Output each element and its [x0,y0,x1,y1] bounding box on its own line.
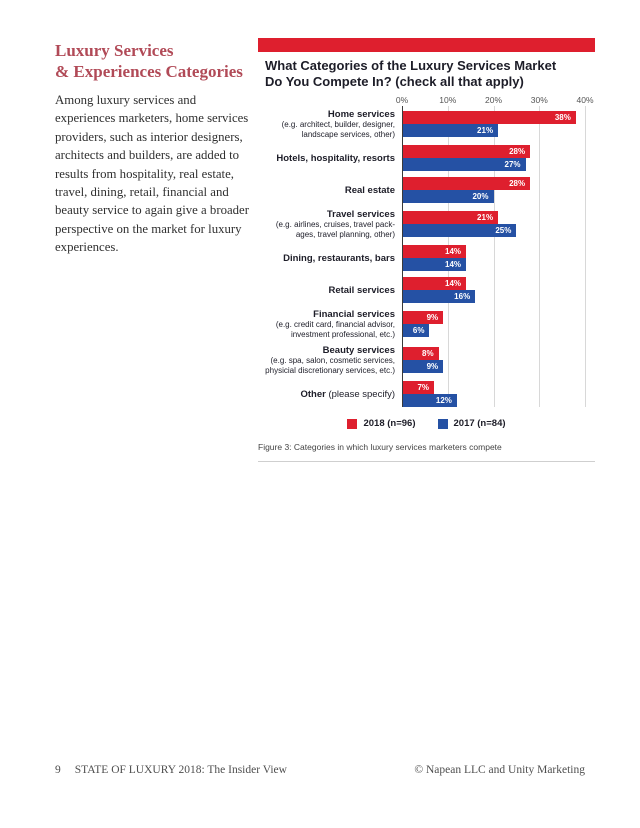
bar-value-label: 25% [495,226,512,235]
x-axis-tick-label: 10% [439,95,457,105]
bar-2017 [402,158,526,171]
figure [258,38,595,462]
chart-row [258,309,595,339]
category-name: Dining, restaurants, bars [283,252,395,264]
chart-row [258,109,595,139]
section-heading-line2: & Experiences Categories [55,62,243,81]
category-name: Hotels, hospitality, resorts [276,152,395,164]
legend-item [347,418,415,429]
bar-value-label: 12% [435,396,452,405]
category-name: Financial services [313,309,395,320]
section-heading [55,40,251,82]
x-axis [258,95,595,106]
bar-2018 [402,277,466,290]
x-axis-tick-label: 30% [530,95,548,105]
bar-2018 [402,111,576,124]
page-footer [55,764,585,776]
category-subtext: (e.g. airlines, cruises, travel pack- [275,220,395,229]
bar-value-label: 9% [426,313,439,322]
bar-value-label: 14% [445,260,462,269]
bar-value-label: 28% [509,147,526,156]
category-name: Other (please specify) [300,388,395,400]
bar-value-label: 14% [445,247,462,256]
bar-2018 [402,245,466,258]
bar-value-label: 20% [472,192,489,201]
chart-title [258,58,595,90]
category-label [258,277,402,303]
page-number: 9 [55,764,61,776]
bar-value-label: 38% [554,113,571,122]
bar-value-label: 6% [412,326,425,335]
legend-item [438,418,506,429]
bar-group [402,381,595,407]
category-subtext: (e.g. architect, builder, designer, [281,120,395,129]
footer-left [55,764,287,776]
bar-2018 [402,177,530,190]
bar-value-label: 14% [445,279,462,288]
category-subtext: landscape services, other) [301,129,395,139]
bar-group [402,277,595,303]
category-name: Real estate [344,184,395,196]
category-name: Beauty services [322,345,395,356]
bar-2018 [402,211,498,224]
bar-value-label: 27% [504,160,521,169]
section-paragraph: Among luxury services and experiences marketers, home services providers, such as interior designers, architects and builders, are added to results from hospitality, real estate, travel, dining, retail, financial and beauty service to again give a broader perspective on the market for luxury experiences. [55,93,249,255]
category-label [258,381,402,407]
bar-value-label: 21% [477,213,494,222]
category-label [258,145,402,171]
y-axis-line [402,106,403,407]
bar-2017 [402,360,443,373]
bar-2018 [402,347,439,360]
bar-value-label: 9% [426,362,439,371]
section-heading-line1: Luxury Services [55,41,174,60]
bar-2017 [402,190,494,203]
category-label [258,209,402,239]
bar-group [402,209,595,239]
legend-label: 2018 (n=96) [363,418,416,429]
legend-label: 2017 (n=84) [453,418,506,429]
x-axis-tick-label: 0% [395,95,409,105]
bar-value-label: 7% [417,383,430,392]
chart-title-line1: What Categories of the Luxury Services Market [265,58,557,73]
category-label [258,109,402,139]
x-axis-tick-label: 40% [576,95,594,105]
bar-2018 [402,311,443,324]
footer-title: STATE OF LUXURY 2018: The Insider View [74,764,287,776]
bar-value-label: 8% [422,349,434,358]
footer-copyright: © Napean LLC and Unity Marketing [414,764,585,776]
bar-2017 [402,224,516,237]
category-label [258,309,402,339]
bar-2018 [402,145,530,158]
category-name: Travel services [326,209,395,220]
legend-swatch [347,419,357,429]
category-label [258,245,402,271]
category-subtext: physicial discretionary services, etc.) [265,365,395,375]
bar-2017 [402,258,466,271]
chart-row [258,145,595,171]
bar-group [402,345,595,375]
category-label [258,345,402,375]
chart-row [258,245,595,271]
bar-value-label: 28% [509,179,526,188]
bar-value-label: 16% [454,292,471,301]
chart-row [258,345,595,375]
bar-2017 [402,394,457,407]
chart-row [258,381,595,407]
bar-value-label: 21% [477,126,494,135]
chart-row [258,209,595,239]
chart-row [258,177,595,203]
bar-2017 [402,124,498,137]
category-name: Retail services [328,284,395,296]
category-label [258,177,402,203]
chart-title-line2: Do You Compete In? (check all that apply) [265,74,524,89]
bar-group [402,177,595,203]
bar-group [402,145,595,171]
category-name: Home services [327,109,395,120]
bar-group [402,109,595,139]
sidebar [55,40,251,257]
chart-rows [258,109,595,407]
category-subtext: (e.g. spa, salon, cosmetic services, [270,356,395,365]
bar-group [402,309,595,339]
bar-2018 [402,381,434,394]
category-subtext: investment professional, etc.) [290,329,395,339]
category-subtext: (e.g. credit card, financial advisor, [275,320,395,329]
figure-divider [258,461,595,462]
figure-accent-bar [258,38,595,52]
legend [258,418,595,429]
bar-2017 [402,290,475,303]
chart-row [258,277,595,303]
x-axis-tick-label: 20% [484,95,503,105]
category-subtext: ages, travel planning, other) [295,229,395,239]
bar-group [402,245,595,271]
bar-2017 [402,324,429,337]
legend-swatch [438,419,448,429]
figure-caption: Figure 3: Categories in which luxury services marketers compete [258,442,502,452]
plot-area [258,106,595,407]
